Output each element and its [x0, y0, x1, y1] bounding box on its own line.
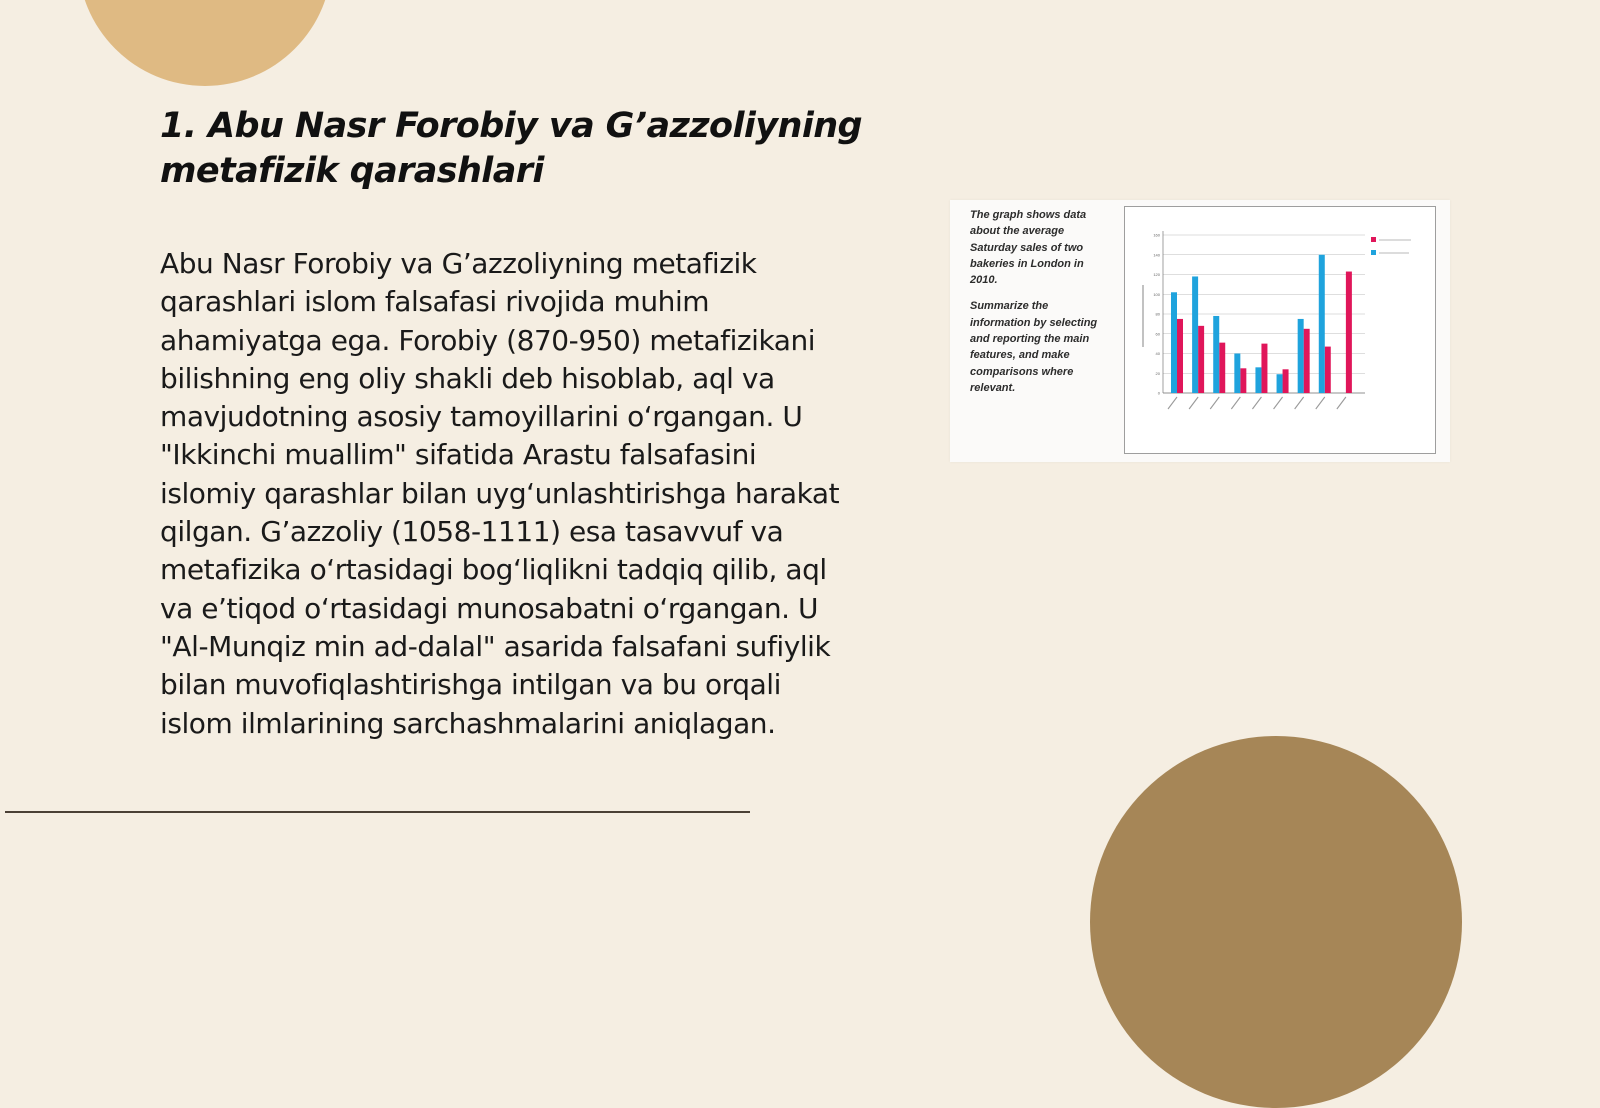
legend-swatch: [1371, 250, 1376, 255]
bar: [1319, 255, 1325, 393]
x-category-marker: [1252, 397, 1261, 409]
x-category-marker: [1210, 397, 1219, 409]
bar-chart-frame: [1124, 206, 1436, 454]
decorative-circle-bottom: [1090, 736, 1462, 1108]
y-tick-label: 40: [1155, 351, 1160, 356]
bar: [1240, 368, 1246, 393]
y-tick-label: 60: [1155, 331, 1160, 337]
x-category-marker: [1189, 397, 1198, 409]
figure-instruction: Summarize the information by selecting and reporting the main features, and make comparisons where relevant.: [970, 300, 1098, 394]
y-tick-label: 20: [1155, 370, 1160, 376]
bar: [1171, 292, 1177, 393]
bar: [1192, 276, 1198, 393]
bar: [1234, 354, 1240, 394]
bar: [1304, 329, 1310, 393]
bar: [1277, 374, 1283, 393]
bar: [1219, 343, 1225, 393]
divider-line: [5, 811, 750, 813]
decorative-circle-top: [78, 0, 332, 86]
x-category-marker: [1274, 397, 1283, 409]
legend-swatch: [1371, 237, 1376, 242]
bar: [1213, 316, 1219, 393]
bar-chart: [1125, 207, 1435, 453]
x-category-marker: [1295, 397, 1304, 409]
bar: [1346, 272, 1352, 393]
slide-title: 1. Abu Nasr Forobiy va G’azzoliyning metafizik qarashlari: [160, 106, 863, 191]
x-category-marker: [1337, 397, 1346, 409]
figure-task-text: [970, 207, 1110, 406]
y-tick-label: 140: [1153, 252, 1160, 258]
bar: [1198, 326, 1204, 393]
y-tick-label: 80: [1155, 311, 1160, 317]
bar: [1261, 344, 1267, 393]
y-tick-label: 0: [1157, 390, 1160, 396]
y-tick-label: 120: [1153, 272, 1160, 277]
figure-description: The graph shows data about the average Saturday sales of two bakeries in London in 2010.: [970, 209, 1087, 287]
slide-body-text: Abu Nasr Forobiy va G’azzoliyning metafizik qarashlari islom falsafasi rivojida muhim ahamiyatga ega. Forobiy (870-950) metafizikani bilishning eng oliy shakli deb hisoblab, aql va mavjudotning asosiy tamoyillarini o‘rgangan. U "Ikkinchi muallim" sifatida Arastu falsafasini islomiy qarashlar bilan uyg‘unlashtirishga harakat qilgan. G’azzoliy (1058-1111) esa tasavvuf va metafizika o‘rtasidagi bog‘liqlikni tadqiq qilib, aql va e’tiqod o‘rtasidagi munosabatni o‘rgangan. U "Al-Munqiz min ad-dalal" asarida falsafani sufiylik bilan muvofiqlashtirishga intilgan va bu orqali islom ilmlarining sarchashmalarini aniqlagan.: [160, 247, 840, 740]
chart-figure: [950, 200, 1450, 462]
x-category-marker: [1316, 397, 1325, 409]
x-category-marker: [1231, 397, 1240, 409]
y-tick-label: 160: [1153, 232, 1160, 238]
bar: [1325, 347, 1331, 393]
bar: [1255, 367, 1261, 393]
y-tick-label: 100: [1153, 291, 1160, 297]
bar: [1298, 319, 1304, 393]
x-category-marker: [1168, 397, 1177, 409]
bar: [1177, 319, 1183, 393]
bar: [1283, 369, 1289, 393]
